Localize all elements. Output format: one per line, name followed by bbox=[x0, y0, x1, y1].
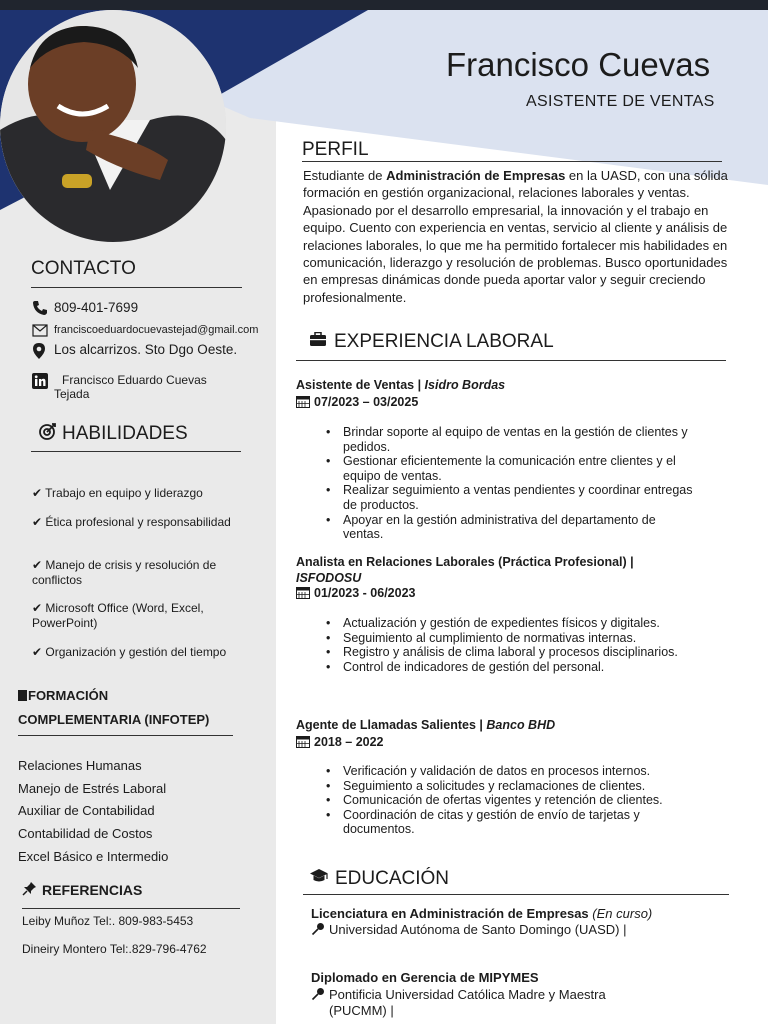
duty-item: • Gestionar eficientemente la comunicación entre clientes y el equipo de ventas. bbox=[326, 454, 696, 483]
profile-title: PERFIL bbox=[302, 139, 369, 160]
skill-item: ✔ Manejo de crisis y resolución de conflictos bbox=[32, 558, 217, 587]
experience-divider bbox=[296, 360, 726, 361]
training-item: Manejo de Estrés Laboral bbox=[18, 781, 167, 796]
duty-item: • Coordinación de citas y gestión de envío de tarjetas y documentos. bbox=[326, 808, 696, 837]
training-item: Excel Básico e Intermedio bbox=[18, 849, 169, 864]
profile-photo bbox=[0, 10, 226, 242]
job-title: Agente de Llamadas Salientes | Banco BHD bbox=[296, 718, 556, 732]
duty-item: • Comunicación de ofertas vigentes y retención de clientes. bbox=[326, 793, 696, 808]
education-divider bbox=[303, 894, 729, 895]
skill-item: ✔ Ética profesional y responsabilidad bbox=[32, 515, 231, 529]
references-title: REFERENCIAS bbox=[42, 882, 143, 898]
references-divider bbox=[22, 908, 240, 909]
job-dates: 2018 – 2022 bbox=[296, 735, 384, 749]
contact-linkedin bbox=[32, 373, 207, 401]
top-bar bbox=[0, 0, 768, 10]
job-role: ASISTENTE DE VENTAS bbox=[526, 93, 715, 110]
skill-item: ✔ Microsoft Office (Word, Excel, PowerPoint) bbox=[32, 601, 204, 630]
skills-divider bbox=[31, 451, 241, 452]
skill-item: ✔ Trabajo en equipo y liderazgo bbox=[32, 486, 203, 500]
briefcase-icon bbox=[309, 331, 334, 353]
training-title-line1: FORMACIÓN bbox=[28, 688, 109, 703]
training-item: Auxiliar de Contabilidad bbox=[18, 803, 155, 818]
pin-icon bbox=[311, 987, 329, 1019]
job-title: Asistente de Ventas | Isidro Bordas bbox=[296, 378, 506, 392]
linkedin-name-line1[interactable]: Francisco Eduardo Cuevas bbox=[62, 373, 207, 387]
job-duties bbox=[326, 425, 696, 542]
skill-item: ✔ Organización y gestión del tiempo bbox=[32, 645, 227, 659]
duty-item: • Actualización y gestión de expedientes físicos y digitales. bbox=[326, 616, 696, 631]
location-pin-icon bbox=[32, 342, 54, 363]
experience-title: EXPERIENCIA LABORAL bbox=[334, 331, 554, 352]
references-heading bbox=[22, 881, 142, 899]
degree-institution: Universidad Autónoma de Santo Domingo (UASD) | bbox=[311, 922, 711, 940]
duty-item: • Realizar seguimiento a ventas pendientes y coordinar entregas de productos. bbox=[326, 483, 696, 512]
job-duties bbox=[326, 616, 696, 674]
duty-item: • Verificación y validación de datos en procesos internos. bbox=[326, 764, 696, 779]
degree-title: Diplomado en Gerencia de MIPYMES bbox=[311, 970, 539, 985]
education-heading bbox=[309, 868, 449, 890]
address-text: Los alcarrizos. Sto Dgo Oeste. bbox=[54, 342, 238, 357]
job-title: Analista en Relaciones Laborales (Práctica Profesional) | ISFODOSU bbox=[296, 555, 634, 585]
mail-icon bbox=[32, 324, 54, 340]
duty-item: • Registro y análisis de clima laboral y procesos disciplinarios. bbox=[326, 645, 696, 660]
graduation-cap-icon bbox=[309, 868, 335, 890]
contact-divider bbox=[31, 287, 242, 288]
training-item: Contabilidad de Costos bbox=[18, 826, 153, 841]
skills-heading bbox=[38, 421, 188, 447]
skills-title: HABILIDADES bbox=[62, 423, 188, 444]
contact-email bbox=[32, 324, 258, 340]
phone-number: 809-401-7699 bbox=[54, 300, 139, 315]
calendar-icon bbox=[296, 396, 310, 408]
calendar-icon bbox=[296, 587, 310, 599]
duty-item: • Seguimiento a solicitudes y reclamaciones de clientes. bbox=[326, 779, 696, 794]
contact-phone bbox=[32, 300, 138, 319]
duty-item: • Seguimiento al cumplimiento de normativas internas. bbox=[326, 631, 696, 646]
duty-item: • Apoyar en la gestión administrativa del departamento de ventas. bbox=[326, 513, 696, 542]
training-title-line2: COMPLEMENTARIA (INFOTEP) bbox=[18, 712, 210, 727]
linkedin-name-line2[interactable]: Tejada bbox=[54, 387, 90, 401]
duty-item: • Control de indicadores de gestión del personal. bbox=[326, 660, 696, 675]
training-item: Relaciones Humanas bbox=[18, 758, 142, 773]
job-dates: 01/2023 - 06/2023 bbox=[296, 586, 415, 600]
book-icon bbox=[18, 690, 27, 701]
profile-summary: Estudiante de Administración de Empresas en la UASD, con una sólida formación en gestión organizacional, relaciones laborales y ventas. Apasionado por el desarrollo empresarial, la innovación y el trabajo en equipo. Cuento con experiencia en ventas, servicio al cliente y análisis de relaciones laborales, lo que me ha permitido fortalecer mis habilidades en comunicación, liderazgo y resolución de problemas. Busco oportunidades en empresas dinámicas donde pueda aportar valor y seguir creciendo profesionalmente. bbox=[303, 168, 728, 305]
reference-item: Leiby Muñoz Tel:. 809-983-5453 bbox=[22, 914, 194, 928]
contact-title: CONTACTO bbox=[31, 258, 136, 279]
candidate-name: Francisco Cuevas bbox=[446, 46, 711, 83]
duty-item: • Brindar soporte al equipo de ventas en la gestión de clientes y pedidos. bbox=[326, 425, 696, 454]
training-divider bbox=[18, 735, 233, 736]
pushpin-icon bbox=[22, 881, 42, 899]
phone-icon bbox=[32, 300, 54, 319]
experience-heading bbox=[309, 331, 554, 353]
target-icon bbox=[38, 421, 62, 447]
training-heading-line1 bbox=[18, 688, 108, 703]
contact-address bbox=[32, 342, 237, 363]
education-title: EDUCACIÓN bbox=[335, 868, 450, 889]
profile-divider bbox=[302, 161, 722, 162]
email-address[interactable]: franciscoeduardocuevastejad@gmail.com bbox=[54, 324, 259, 336]
job-duties bbox=[326, 764, 696, 837]
calendar-icon bbox=[296, 736, 310, 748]
reference-item: Dineiry Montero Tel:.829-796-4762 bbox=[22, 942, 207, 956]
job-dates: 07/2023 – 03/2025 bbox=[296, 395, 418, 409]
degree-title: Licenciatura en Administración de Empresas (En curso) bbox=[311, 906, 653, 921]
pin-icon bbox=[311, 922, 329, 940]
degree-institution: Pontificia Universidad Católica Madre y Maestra (PUCMM) | bbox=[311, 987, 711, 1019]
